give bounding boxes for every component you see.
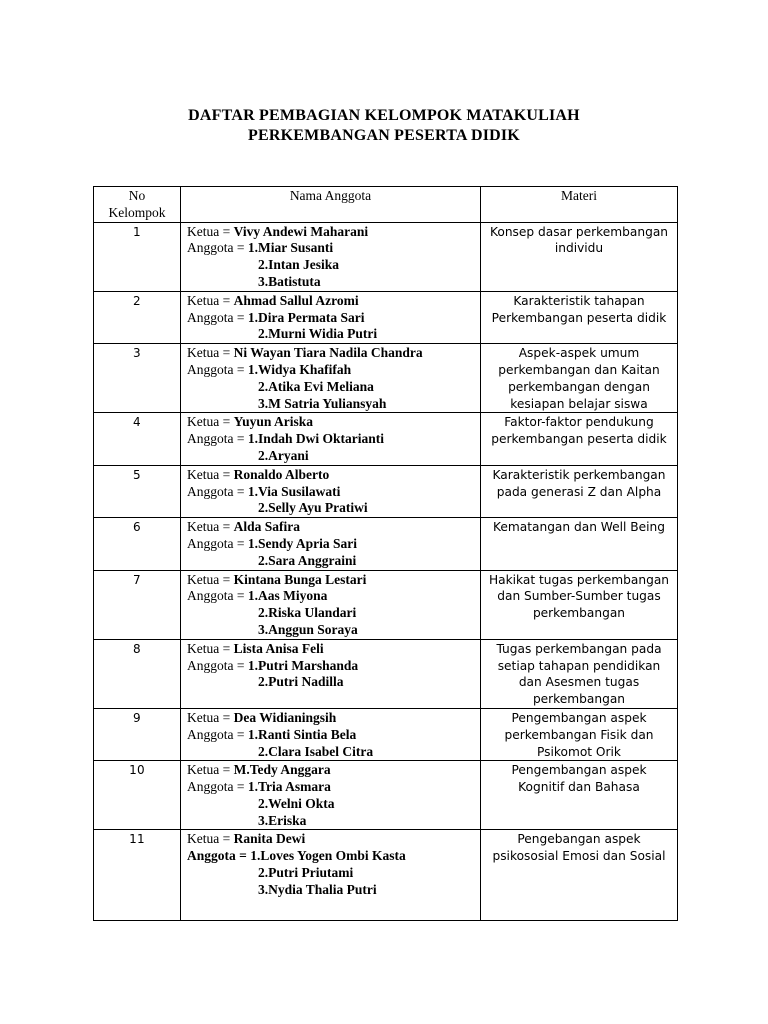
ketua-label: Ketua = (187, 414, 234, 430)
materi-topic: Karakteristik perkembangan pada generasi Z dan Alpha (481, 465, 678, 517)
table-row (94, 291, 678, 343)
ketua-name: Dea Widianingsih (233, 709, 337, 725)
group-table (93, 186, 678, 921)
anggota-label: Anggota = (187, 779, 248, 795)
ketua-label: Ketua = (187, 709, 234, 725)
header-materi: Materi (481, 187, 678, 223)
member-name: 3.Batistuta (258, 273, 321, 289)
ketua-name: Ranita Dewi (233, 831, 306, 847)
member-name: 1.Via Susilawati (247, 483, 341, 499)
member-name: 2.Putri Nadilla (258, 674, 344, 690)
anggota-label: Anggota = (187, 361, 248, 377)
ketua-name: Ronaldo Alberto (233, 466, 330, 482)
table-header-row (94, 187, 678, 223)
ketua-name: Ahmad Sallul Azromi (233, 292, 359, 308)
group-members-cell (181, 222, 481, 291)
anggota-line (187, 240, 474, 257)
member-name: 1.Tria Asmara (247, 779, 331, 795)
anggota-label: Anggota = (187, 726, 248, 742)
ketua-label: Ketua = (187, 292, 234, 308)
group-number: 11 (94, 830, 181, 921)
anggota-label: Anggota = (187, 431, 248, 447)
ketua-line (187, 641, 474, 658)
anggota-line (187, 484, 474, 501)
member-name: 2.Putri Priutami (258, 865, 354, 881)
member-line (187, 622, 474, 639)
member-line (187, 605, 474, 622)
member-name: 1.Miar Susanti (247, 240, 334, 256)
group-number: 9 (94, 708, 181, 760)
anggota-line (187, 362, 474, 379)
anggota-label: Anggota = (187, 309, 248, 325)
group-members-cell (181, 291, 481, 343)
anggota-line (187, 779, 474, 796)
member-name: 3.Anggun Soraya (258, 621, 358, 637)
member-line (187, 500, 474, 517)
member-name: 1.Widya Khafifah (247, 361, 352, 377)
ketua-name: Lista Anisa Feli (233, 640, 324, 656)
table-row (94, 344, 678, 413)
member-name: 1.Dira Permata Sari (247, 309, 365, 325)
member-name: 3.Eriska (258, 812, 307, 828)
materi-topic: Pengebangan aspek psikososial Emosi dan Sosial (481, 830, 678, 921)
ketua-label: Ketua = (187, 519, 234, 535)
member-name: 1.Sendy Apria Sari (247, 535, 358, 551)
group-number: 10 (94, 761, 181, 830)
anggota-line (187, 588, 474, 605)
member-name: 1.Putri Marshanda (247, 657, 359, 673)
ketua-line (187, 710, 474, 727)
member-line (187, 448, 474, 465)
member-line (187, 553, 474, 570)
ketua-label: Ketua = (187, 345, 234, 361)
ketua-label: Ketua = (187, 640, 234, 656)
group-members-cell (181, 708, 481, 760)
materi-topic: Hakikat tugas perkembangan dan Sumber-Sumber tugas perkembangan (481, 570, 678, 639)
member-name: 2.Clara Isabel Citra (258, 743, 374, 759)
title-line-2: PERKEMBANGAN PESERTA DIDIK (248, 127, 520, 144)
ketua-name: Kintana Bunga Lestari (233, 571, 367, 587)
materi-topic: Faktor-faktor pendukung perkembangan peserta didik (481, 413, 678, 465)
anggota-line (187, 727, 474, 744)
group-members-cell (181, 761, 481, 830)
ketua-name: M.Tedy Anggara (233, 762, 331, 778)
group-number: 2 (94, 291, 181, 343)
ketua-line (187, 224, 474, 241)
group-members-cell (181, 830, 481, 921)
group-number: 6 (94, 518, 181, 570)
ketua-line (187, 572, 474, 589)
member-line (187, 865, 474, 882)
ketua-line (187, 293, 474, 310)
ketua-name: Yuyun Ariska (233, 414, 314, 430)
anggota-label: Anggota = (187, 657, 248, 673)
materi-topic: Pengembangan aspek perkembangan Fisik dan Psikomot Orik (481, 708, 678, 760)
materi-topic: Kematangan dan Well Being (481, 518, 678, 570)
anggota-line (187, 310, 474, 327)
member-name: 2.Intan Jesika (258, 257, 340, 273)
table-row (94, 465, 678, 517)
title-line-1: DAFTAR PEMBAGIAN KELOMPOK MATAKULIAH (188, 107, 580, 124)
header-nama-anggota: Nama Anggota (181, 187, 481, 223)
member-name: 1.Aas Miyona (247, 588, 328, 604)
member-name: 2.Welni Okta (258, 795, 335, 811)
table-row (94, 830, 678, 921)
group-number: 5 (94, 465, 181, 517)
member-name: 3.M Satria Yuliansyah (258, 395, 387, 411)
ketua-label: Ketua = (187, 223, 234, 239)
group-number: 8 (94, 639, 181, 708)
group-members-cell (181, 413, 481, 465)
header-no-kelompok: No Kelompok (94, 187, 181, 223)
materi-topic: Pengembangan aspek Kognitif dan Bahasa (481, 761, 678, 830)
table-row (94, 639, 678, 708)
member-line (187, 796, 474, 813)
member-name: 2.Murni Widia Putri (258, 326, 378, 342)
anggota-label: Anggota = (187, 588, 248, 604)
materi-topic: Tugas perkembangan pada setiap tahapan pendidikan dan Asesmen tugas perkembangan (481, 639, 678, 708)
member-line (187, 257, 474, 274)
table-row (94, 518, 678, 570)
member-name: 2.Riska Ulandari (258, 605, 357, 621)
group-number: 3 (94, 344, 181, 413)
member-line (187, 744, 474, 761)
ketua-line (187, 831, 474, 848)
group-number: 1 (94, 222, 181, 291)
anggota-label: Anggota = (187, 848, 251, 864)
group-members-cell (181, 344, 481, 413)
group-number: 7 (94, 570, 181, 639)
member-line (187, 274, 474, 291)
ketua-label: Ketua = (187, 831, 234, 847)
anggota-line (187, 848, 474, 865)
member-line (187, 379, 474, 396)
materi-topic: Konsep dasar perkembangan individu (481, 222, 678, 291)
member-line (187, 882, 474, 899)
group-members-cell (181, 465, 481, 517)
member-name: 2.Atika Evi Meliana (258, 378, 374, 394)
table-row (94, 761, 678, 830)
member-name: 1.Loves Yogen Ombi Kasta (250, 848, 406, 864)
group-members-cell (181, 639, 481, 708)
ketua-line (187, 467, 474, 484)
ketua-label: Ketua = (187, 571, 234, 587)
table-row (94, 570, 678, 639)
member-name: 2.Aryani (258, 447, 309, 463)
ketua-line (187, 414, 474, 431)
ketua-line (187, 345, 474, 362)
anggota-line (187, 431, 474, 448)
member-line (187, 674, 474, 691)
member-line (187, 326, 474, 343)
anggota-label: Anggota = (187, 240, 248, 256)
ketua-name: Vivy Andewi Maharani (233, 223, 369, 239)
member-name: 1.Ranti Sintia Bela (247, 726, 357, 742)
member-name: 3.Nydia Thalia Putri (258, 881, 377, 897)
group-number: 4 (94, 413, 181, 465)
member-name: 2.Selly Ayu Pratiwi (258, 500, 368, 516)
group-members-cell (181, 518, 481, 570)
ketua-line (187, 519, 474, 536)
group-members-cell (181, 570, 481, 639)
ketua-line (187, 762, 474, 779)
table-row (94, 708, 678, 760)
anggota-label: Anggota = (187, 483, 248, 499)
anggota-label: Anggota = (187, 535, 248, 551)
ketua-name: Alda Safira (233, 519, 300, 535)
ketua-label: Ketua = (187, 466, 234, 482)
anggota-line (187, 536, 474, 553)
member-name: 2.Sara Anggraini (258, 552, 357, 568)
anggota-line (187, 658, 474, 675)
member-line (187, 396, 474, 413)
ketua-name: Ni Wayan Tiara Nadila Chandra (233, 345, 423, 361)
member-line (187, 813, 474, 830)
table-row (94, 222, 678, 291)
document-title (0, 106, 768, 146)
table-row (94, 413, 678, 465)
member-name: 1.Indah Dwi Oktarianti (247, 431, 385, 447)
materi-topic: Karakteristik tahapan Perkembangan peserta didik (481, 291, 678, 343)
ketua-label: Ketua = (187, 762, 234, 778)
materi-topic: Aspek-aspek umum perkembangan dan Kaitan perkembangan dengan kesiapan belajar siswa (481, 344, 678, 413)
